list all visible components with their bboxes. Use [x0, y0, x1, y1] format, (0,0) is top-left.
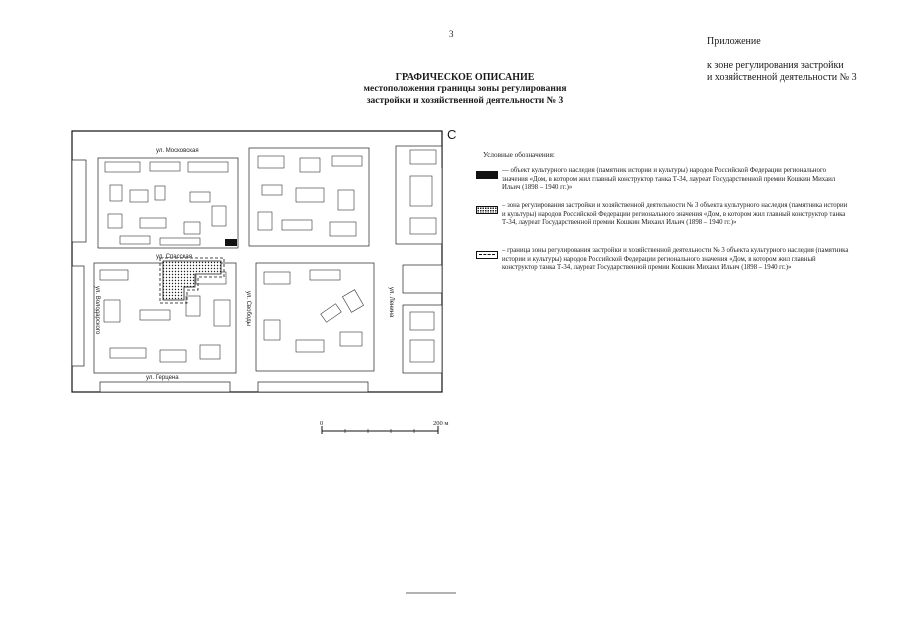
street-label-svobody: ул. Свободы — [245, 291, 251, 326]
street-label-spasskaya: ул. Спасская — [156, 254, 192, 260]
appendix-line-1: к зоне регулирования застройки — [707, 60, 844, 71]
legend-heading: Условные обозначения: — [483, 151, 555, 159]
appendix-line-2: и хозяйственной деятельности № 3 — [707, 72, 857, 83]
street-label-moskovskaya: ул. Московская — [156, 148, 199, 154]
page-number: 3 — [449, 29, 454, 39]
legend-swatch-zone-boundary — [476, 251, 498, 259]
legend-item-zone-boundary: – граница зоны регулирования застройки и хозяйственной деятельности № 3 объекта культурного наследия (памятника истории и культуры) народов Российской Федерации регионального значения «Дом, в котором жил главный конструктор танка Т-34, лауреат Государственной премии Кошкин Михаил Ильич (1898 – 1940 гг.)» — [502, 247, 849, 272]
document-title: ГРАФИЧЕСКОЕ ОПИСАНИЕ — [395, 72, 535, 83]
legend-swatch-heritage-object — [476, 171, 498, 179]
document-subtitle-line-1: местоположения границы зоны регулирования — [363, 84, 567, 94]
street-label-volodarskogo: ул. Володарского — [94, 286, 100, 335]
scale-end-label: 200 м — [433, 420, 449, 427]
heritage-object-marker — [225, 239, 237, 246]
street-label-lenina: ул. Ленина — [388, 287, 394, 318]
document-subtitle-line-2: застройки и хозяйственной деятельности № 3 — [366, 96, 564, 106]
legend-swatch-regulation-zone — [476, 206, 498, 214]
street-label-gertsena: ул. Герцена — [146, 375, 179, 381]
legend-item-heritage-object: — объект культурного наследия (памятник истории и культуры) народов Российской Федерации регионального значения «Дом, в котором жил главный конструктор танка Т-34, лауреат Государственной премии Кошкин Михаил Ильич (1898 – 1940 гг.)» — [502, 167, 836, 192]
north-indicator: С — [447, 127, 457, 142]
scale-bar — [322, 426, 438, 434]
scale-start-label: 0 — [320, 420, 324, 427]
legend-item-regulation-zone: – зона регулирования застройки и хозяйственной деятельности № 3 объекта культурного наследия (памятника истории и культуры) народов Российской Федерации регионального значения «Дом, в котором жил главный конструктор танка Т-34, лауреат Государственной премии Кошкин Михаил Ильич (1898 – 1940 гг.)» — [502, 202, 848, 227]
appendix-title: Приложение — [707, 36, 761, 47]
